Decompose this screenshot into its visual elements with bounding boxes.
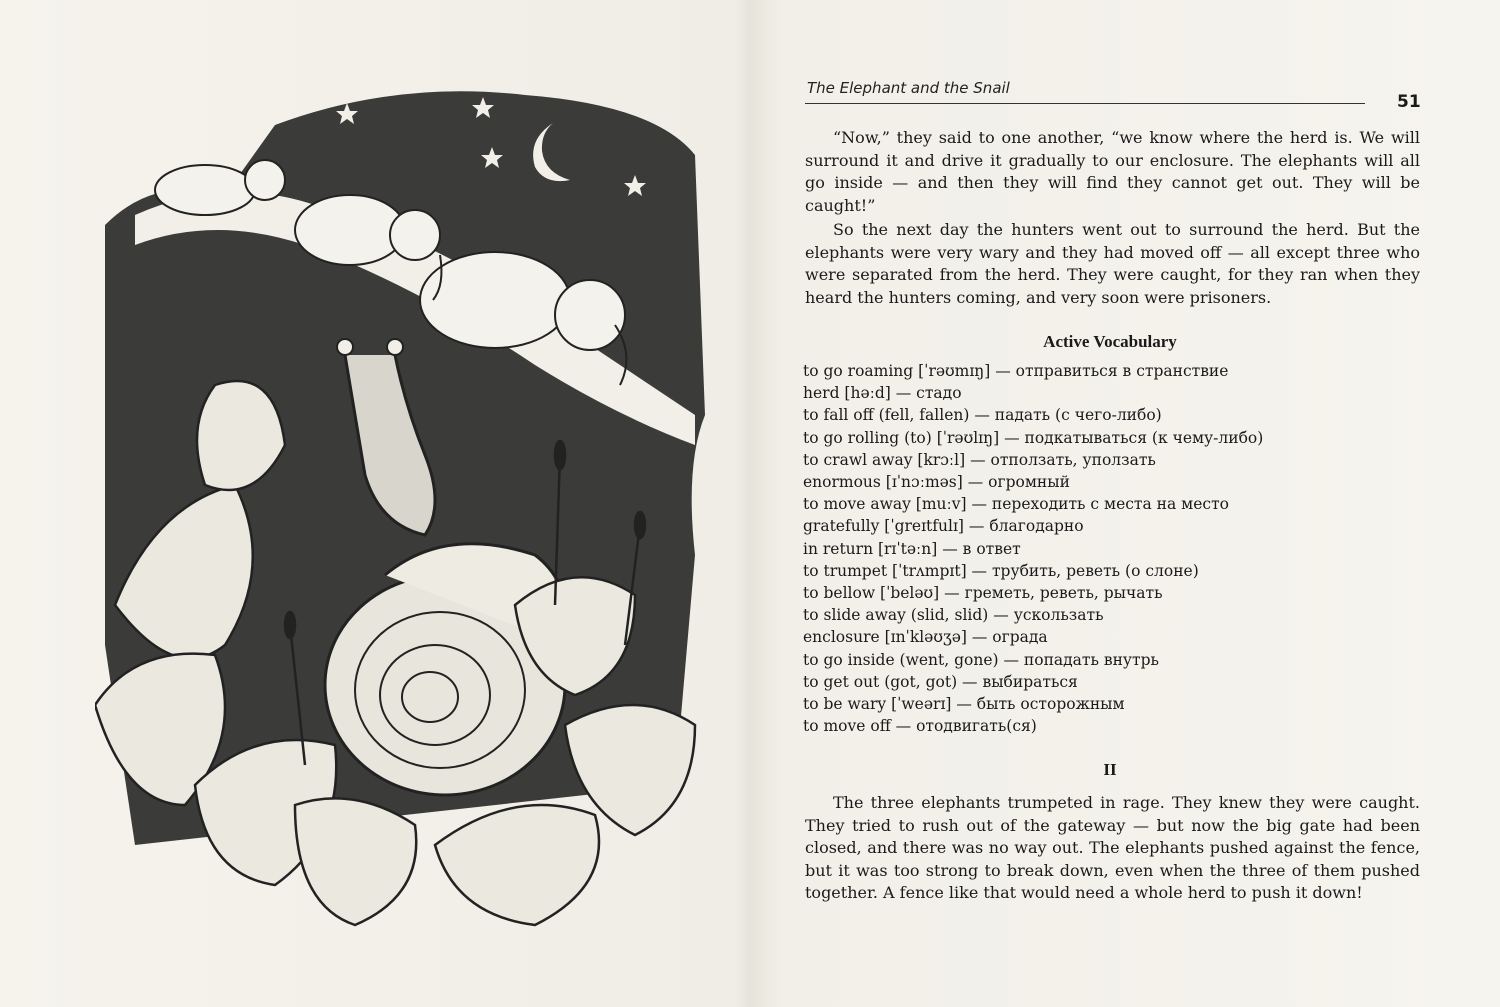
page-number: 51 <box>1397 92 1421 112</box>
vocabulary-item: to move away [muːv] — переходить с места на место <box>803 495 1229 514</box>
paragraph: So the next day the hunters went out to surround the herd. But the elephants were very wary and they had moved off — all except three who were separated from the herd. They were caught, for they ran when they heard the hunters coming, and very soon were prisoners. <box>805 220 1420 307</box>
illustration-svg <box>95 85 715 930</box>
vocabulary-item: to fall off (fell, fallen) — падать (с чего-либо) <box>803 406 1162 425</box>
header-rule <box>805 103 1365 104</box>
vocabulary-item: to be wary [ˈweərɪ] — быть осторожным <box>803 695 1125 714</box>
vocabulary-item: to bellow [ˈbeləʊ] — греметь, реветь, рычать <box>803 584 1163 603</box>
vocabulary-item: in return [rɪˈtəːn] — в ответ <box>803 539 1021 558</box>
vocabulary-item: to go inside (went, gone) — попадать внутрь <box>803 650 1159 669</box>
page-right <box>795 70 1425 970</box>
paragraph: The three elephants trumpeted in rage. They knew they were caught. They tried to rush out of the gateway — but now the big gate had been closed, and there was no way out. The elephants pushed against the fence, but it was too strong to break down, even when the three of them pushed together. A fence like that would need a whole herd to push it down! <box>805 793 1420 903</box>
vocabulary-item: to crawl away [krɔːl] — отползать, уползать <box>803 450 1156 469</box>
vocabulary-item: to go roaming [ˈrəʊmɪŋ] — отправиться в странствие <box>803 362 1229 380</box>
vocabulary-item: herd [həːd] — стадо <box>803 384 962 403</box>
illustration-elephants-and-snail <box>95 85 715 930</box>
paragraph: “Now,” they said to one another, “we know where the herd is. We will surround it and drive it gradually to our enclosure. The elephants will all go inside — and then they will find they cannot get out. They will be caught!” <box>805 128 1420 215</box>
section-number: II <box>1103 760 1117 779</box>
running-head: The Elephant and the Snail <box>807 79 1010 97</box>
vocabulary-item: to trumpet [ˈtrʌmpɪt] — трубить, реветь (о слоне) <box>803 561 1199 580</box>
vocabulary-item: to go rolling (to) [ˈrəʊlɪŋ] — подкатываться (к чему-либо) <box>803 428 1264 447</box>
vocabulary-item: to move off — отодвигать(ся) <box>803 717 1037 736</box>
vocabulary-item: gratefully [ˈgreɪtfulɪ] — благодарно <box>803 517 1084 536</box>
vocabulary-item: to get out (got, got) — выбираться <box>803 672 1078 691</box>
vocabulary-item: enormous [ɪˈnɔːməs] — огромный <box>803 473 1070 492</box>
vocabulary-item: to slide away (slid, slid) — ускользать <box>803 606 1104 625</box>
vocabulary-title: Active Vocabulary <box>1043 332 1177 351</box>
vocabulary-list <box>803 360 1403 737</box>
vocabulary-item: enclosure [ɪnˈkləʊʒə] — ограда <box>803 628 1048 647</box>
